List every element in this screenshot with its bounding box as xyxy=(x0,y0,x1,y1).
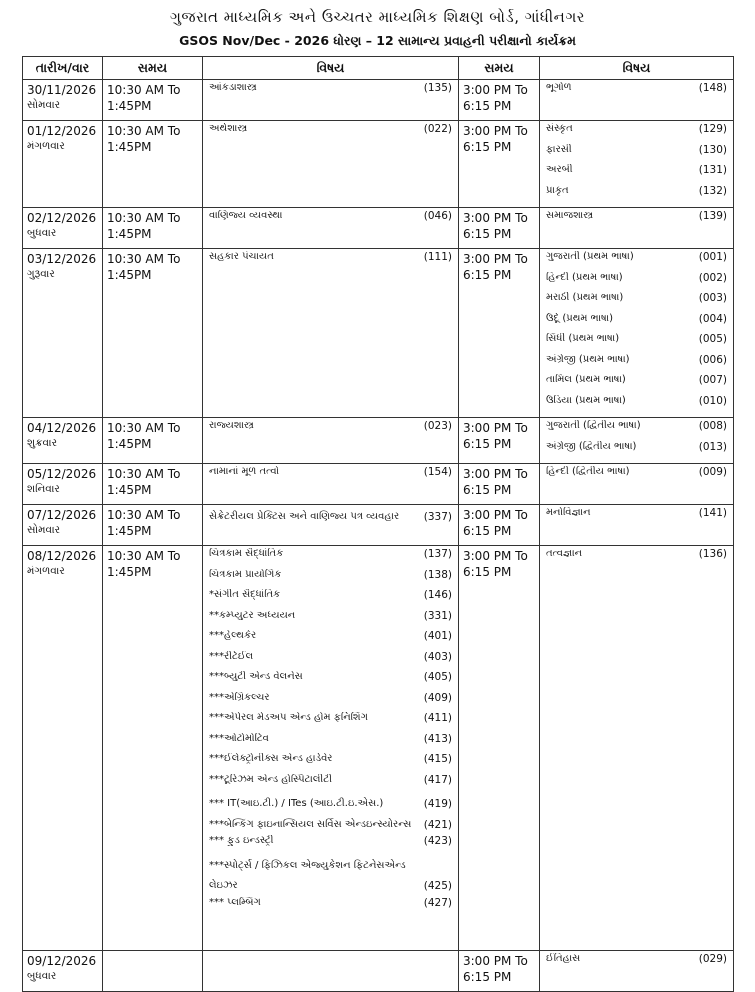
morning-subject-cell xyxy=(203,951,459,992)
subject-item xyxy=(546,354,727,375)
subject-name: તત્વજ્ઞાન xyxy=(546,548,583,559)
col-header-subject-afternoon: વિષય xyxy=(540,57,734,80)
subject-item xyxy=(546,313,727,334)
exam-weekday: શનિવાર xyxy=(27,483,60,495)
subject-name: ગુજરાતી (દ્વિતીય ભાષા) xyxy=(546,420,641,431)
morning-subject-cell xyxy=(203,505,459,546)
time-end: 6:15 PM xyxy=(463,99,512,113)
morning-subject-cell xyxy=(203,80,459,121)
subject-item xyxy=(546,272,727,293)
afternoon-subject-cell xyxy=(540,418,734,464)
time-end: 1:45PM xyxy=(107,99,152,113)
subject-name: ***બ્યુટી એન્ડ વેલનેસ xyxy=(209,671,303,682)
subject-name: વાણિજ્ય વ્યવસ્થા xyxy=(209,210,283,221)
subject-item xyxy=(546,185,727,206)
date-cell xyxy=(23,418,103,464)
table-row xyxy=(23,80,734,121)
subject-name: સેક્રેટરીયલ પ્રેક્ટિસ અને વાણિજ્ય પત્ર વ્યવહાર xyxy=(209,511,400,522)
date-cell xyxy=(23,505,103,546)
morning-time-cell xyxy=(103,208,203,249)
afternoon-time-cell xyxy=(459,505,540,546)
afternoon-time-cell xyxy=(459,80,540,121)
morning-time-cell xyxy=(103,418,203,464)
afternoon-subject-cell xyxy=(540,546,734,951)
subject-item xyxy=(209,466,452,487)
subject-code: (029) xyxy=(698,953,727,965)
subject-name: અંગ્રેજી (દ્વિતીય ભાષા) xyxy=(546,440,637,452)
subject-code: (023) xyxy=(423,420,452,432)
subject-item xyxy=(209,610,452,631)
subject-item xyxy=(209,794,452,815)
subject-list xyxy=(540,208,733,233)
subject-code: (046) xyxy=(423,210,452,222)
subject-name: ચિત્રકામ પ્રાયોગિક xyxy=(209,568,282,580)
subject-item xyxy=(546,164,727,185)
exam-date: 09/12/2026 xyxy=(27,954,97,968)
subject-name: ***ઈલેક્ટ્રોનીક્સ એન્ડ હાર્ડવેર xyxy=(209,753,333,764)
exam-date: 01/12/2026 xyxy=(27,124,97,138)
afternoon-time-cell xyxy=(459,208,540,249)
subject-item xyxy=(546,333,727,354)
subject-list xyxy=(540,249,733,417)
subject-item xyxy=(209,589,452,610)
subject-item xyxy=(546,548,727,569)
date-cell xyxy=(23,80,103,121)
subject-code: (129) xyxy=(698,123,727,135)
afternoon-time-cell xyxy=(459,249,540,418)
morning-time-cell xyxy=(103,464,203,505)
subject-name: હિન્દી (દ્વિતીય ભાષા) xyxy=(546,466,630,477)
subject-code: (423) xyxy=(423,835,452,847)
subject-item xyxy=(546,466,727,487)
table-row xyxy=(23,249,734,418)
subject-list xyxy=(540,121,733,207)
subject-code: (131) xyxy=(698,164,727,176)
time-end: 6:15 PM xyxy=(463,524,512,538)
exam-date: 03/12/2026 xyxy=(27,252,97,266)
date-cell xyxy=(23,546,103,951)
subject-code: (130) xyxy=(698,143,727,156)
subject-item xyxy=(209,712,452,733)
table-row xyxy=(23,951,734,992)
subject-list xyxy=(203,505,458,530)
subject-item xyxy=(546,441,727,462)
subject-code: (421) xyxy=(423,818,452,831)
subject-name: અરબી xyxy=(546,164,573,175)
afternoon-subject-cell xyxy=(540,80,734,121)
time-end: 6:15 PM xyxy=(463,227,512,241)
subject-code: (413) xyxy=(423,732,452,745)
subject-code: (003) xyxy=(698,292,727,304)
subject-list xyxy=(540,546,733,571)
subject-list xyxy=(540,505,733,530)
col-header-time-afternoon: સમય xyxy=(459,57,540,80)
subject-name: રાજ્યશાસ્ત્ર xyxy=(209,420,254,431)
col-header-date: તારીખ/વાર xyxy=(23,57,103,80)
afternoon-subject-cell xyxy=(540,464,734,505)
morning-time-cell xyxy=(103,249,203,418)
subject-code: (403) xyxy=(423,650,452,663)
morning-time-cell xyxy=(103,951,203,992)
time-start: 3:00 PM To xyxy=(463,211,528,225)
subject-list xyxy=(540,464,733,489)
subject-list xyxy=(203,951,458,955)
morning-time-cell xyxy=(103,80,203,121)
col-header-time-morning: સમય xyxy=(103,57,203,80)
exam-schedule-table xyxy=(22,56,734,992)
subject-item xyxy=(209,815,452,836)
subject-name: **કમ્પ્યુટર અધ્યયન xyxy=(209,609,296,621)
time-end: 6:15 PM xyxy=(463,565,512,579)
time-start: 10:30 AM To xyxy=(107,467,181,481)
subject-item xyxy=(209,507,452,528)
exam-weekday: ગુરૂવાર xyxy=(27,268,55,280)
subject-list xyxy=(203,546,458,919)
subject-name: પ્રાકૃત xyxy=(546,184,569,196)
subject-item xyxy=(209,82,452,103)
afternoon-time-cell xyxy=(459,464,540,505)
time-start: 3:00 PM To xyxy=(463,508,528,522)
subject-code: (411) xyxy=(423,712,452,724)
exam-weekday: બુધવાર xyxy=(27,227,57,239)
subject-code: (419) xyxy=(423,798,452,810)
time-start: 3:00 PM To xyxy=(463,467,528,481)
subject-code: (132) xyxy=(698,184,727,197)
date-cell xyxy=(23,951,103,992)
subject-name: *સંગીત સૈદ્ધાંતિક xyxy=(209,589,281,600)
subject-name: ઉડિયા (પ્રથમ ભાષા) xyxy=(546,394,626,406)
subject-name: ઉર્દૂ (પ્રથમ ભાષા) xyxy=(546,312,614,324)
subject-code: (154) xyxy=(423,466,452,478)
subject-code: (010) xyxy=(698,394,727,407)
subject-name: આંકડાશાસ્ત્ર xyxy=(209,82,257,93)
exam-date: 02/12/2026 xyxy=(27,211,97,225)
subject-name: તામિલ (પ્રથમ ભાષા) xyxy=(546,374,626,385)
subject-code: (148) xyxy=(698,82,727,94)
morning-subject-cell xyxy=(203,546,459,951)
subject-name: *** પ્લમ્બિંગ xyxy=(209,896,261,908)
exam-schedule-title: GSOS Nov/Dec - 2026 ધોરણ – 12 સામાન્ય પ્રવાહની પરીક્ષાનો કાર્યક્રમ xyxy=(179,33,576,48)
subject-list xyxy=(203,464,458,489)
subject-name: *** ફુડ ઇન્ડસ્ટ્રી xyxy=(209,835,274,846)
morning-subject-cell xyxy=(203,121,459,208)
subject-code: (337) xyxy=(423,511,452,523)
subject-item xyxy=(209,897,452,918)
time-end: 1:45PM xyxy=(107,524,152,538)
time-start: 10:30 AM To xyxy=(107,124,181,138)
time-start: 10:30 AM To xyxy=(107,549,181,563)
morning-subject-cell xyxy=(203,464,459,505)
subject-list xyxy=(203,249,458,274)
schedule-body xyxy=(23,80,734,992)
subject-name: સિંધી (પ્રથમ ભાષા) xyxy=(546,333,620,344)
subject-name: સહકાર પંચાયત xyxy=(209,251,274,262)
table-row xyxy=(23,464,734,505)
table-row xyxy=(23,546,734,951)
subject-name: ઈતિહાસ xyxy=(546,953,581,964)
table-row xyxy=(23,121,734,208)
subject-list xyxy=(203,208,458,233)
subject-item xyxy=(209,835,452,856)
subject-code: (001) xyxy=(698,251,727,263)
subject-item xyxy=(209,630,452,651)
subject-list xyxy=(540,80,733,105)
afternoon-time-cell xyxy=(459,121,540,208)
subject-code: (401) xyxy=(423,630,452,642)
time-start: 10:30 AM To xyxy=(107,252,181,266)
subject-code: (409) xyxy=(423,691,452,704)
subject-item xyxy=(209,123,452,144)
time-end: 6:15 PM xyxy=(463,268,512,282)
subject-name: અર્થશાસ્ત્ર xyxy=(209,123,248,134)
time-end: 1:45PM xyxy=(107,268,152,282)
exam-date: 07/12/2026 xyxy=(27,508,97,522)
subject-code: (425) xyxy=(423,880,452,892)
subject-name: હિન્દી (પ્રથમ ભાષા) xyxy=(546,271,623,283)
date-cell xyxy=(23,249,103,418)
time-start: 3:00 PM To xyxy=(463,954,528,968)
subject-list xyxy=(540,418,733,463)
subject-code: (007) xyxy=(698,374,727,386)
subject-item xyxy=(209,210,452,231)
date-cell xyxy=(23,208,103,249)
exam-weekday: સોમવાર xyxy=(27,99,61,111)
exam-date: 30/11/2026 xyxy=(27,83,97,97)
afternoon-subject-cell xyxy=(540,951,734,992)
subject-item xyxy=(209,420,452,441)
subject-code: (141) xyxy=(698,507,727,519)
subject-code: (008) xyxy=(698,420,727,432)
subject-list xyxy=(203,80,458,105)
subject-name: ગુજરાતી (પ્રથમ ભાષા) xyxy=(546,251,634,262)
exam-date: 08/12/2026 xyxy=(27,549,97,563)
subject-name: ભૂગોળ xyxy=(546,82,572,93)
subject-name: ***ટૂરિઝમ એન્ડ હોસ્પિટાલીટી xyxy=(209,773,332,785)
morning-subject-cell xyxy=(203,418,459,464)
subject-item xyxy=(546,507,727,528)
morning-time-cell xyxy=(103,546,203,951)
subject-name: ***હેલ્થકેર xyxy=(209,630,257,641)
subject-name: ***ઓટોમોટિવ xyxy=(209,732,269,744)
time-end: 1:45PM xyxy=(107,483,152,497)
subject-name: ચિત્રકામ સૈદ્ધાંતિક xyxy=(209,548,284,559)
subject-name: મરાઠી (પ્રથમ ભાષા) xyxy=(546,292,624,303)
subject-item xyxy=(209,251,452,272)
afternoon-subject-cell xyxy=(540,121,734,208)
time-end: 6:15 PM xyxy=(463,140,512,154)
time-end: 1:45PM xyxy=(107,437,152,451)
time-start: 3:00 PM To xyxy=(463,124,528,138)
subject-code: (136) xyxy=(698,548,727,560)
exam-date: 05/12/2026 xyxy=(27,467,97,481)
subject-item xyxy=(546,420,727,441)
date-cell xyxy=(23,464,103,505)
time-start: 10:30 AM To xyxy=(107,508,181,522)
afternoon-subject-cell xyxy=(540,249,734,418)
morning-subject-cell xyxy=(203,249,459,418)
time-end: 6:15 PM xyxy=(463,483,512,497)
subject-code: (135) xyxy=(423,82,452,94)
subject-name: ***એપેરલ મેડઅપ એન્ડ હોમ ફર્નિશિંગ xyxy=(209,712,368,723)
subject-code: (139) xyxy=(698,210,727,222)
subject-code: (002) xyxy=(698,271,727,284)
subject-code: (138) xyxy=(423,568,452,581)
subject-list xyxy=(203,418,458,443)
subject-item xyxy=(209,856,452,897)
subject-item xyxy=(546,251,727,272)
subject-code: (415) xyxy=(423,753,452,765)
table-row xyxy=(23,208,734,249)
subject-item xyxy=(546,210,727,231)
subject-code: (013) xyxy=(698,440,727,453)
subject-code: (004) xyxy=(698,312,727,325)
subject-item xyxy=(546,374,727,395)
subject-code: (006) xyxy=(698,353,727,366)
exam-weekday: સોમવાર xyxy=(27,524,61,536)
subject-code: (146) xyxy=(423,589,452,601)
date-cell xyxy=(23,121,103,208)
subject-item xyxy=(209,774,452,795)
subject-name: સંસ્કૃત xyxy=(546,123,573,134)
table-row xyxy=(23,505,734,546)
afternoon-time-cell xyxy=(459,546,540,951)
time-end: 1:45PM xyxy=(107,227,152,241)
subject-name: નામાનાં મૂળ તત્વો xyxy=(209,466,280,477)
subject-item xyxy=(209,753,452,774)
time-start: 3:00 PM To xyxy=(463,549,528,563)
time-end: 1:45PM xyxy=(107,140,152,154)
afternoon-time-cell xyxy=(459,418,540,464)
subject-item xyxy=(209,569,452,590)
board-title: ગુજરાત માધ્યમિક અને ઉચ્ચતર માધ્યમિક શિક્ષણ બોર્ડ, ગાંધીનગર xyxy=(169,8,586,26)
subject-list xyxy=(540,951,733,976)
subject-name: ***રીટેઈલ xyxy=(209,650,254,662)
subject-item xyxy=(546,292,727,313)
subject-code: (009) xyxy=(698,466,727,478)
subject-code: (111) xyxy=(423,251,452,263)
exam-date: 04/12/2026 xyxy=(27,421,97,435)
subject-code: (022) xyxy=(423,123,452,135)
subject-name: ***એગ્રિકલ્ચર xyxy=(209,691,270,703)
time-end: 6:15 PM xyxy=(463,970,512,984)
subject-item xyxy=(546,123,727,144)
subject-code: (005) xyxy=(698,333,727,345)
time-end: 6:15 PM xyxy=(463,437,512,451)
exam-weekday: બુધવાર xyxy=(27,970,57,982)
subject-item xyxy=(209,651,452,672)
col-header-subject-morning: વિષય xyxy=(203,57,459,80)
time-start: 3:00 PM To xyxy=(463,252,528,266)
time-start: 3:00 PM To xyxy=(463,421,528,435)
time-start: 10:30 AM To xyxy=(107,421,181,435)
exam-weekday: શુક્રવાર xyxy=(27,437,58,449)
morning-subject-cell xyxy=(203,208,459,249)
subject-item xyxy=(546,953,727,974)
time-end: 1:45PM xyxy=(107,565,152,579)
subject-code: (417) xyxy=(423,773,452,786)
afternoon-subject-cell xyxy=(540,505,734,546)
subject-name: ***સ્પોર્ટ્સ / ફિઝિકલ એજ્યુકેશન ફિટનેસએન્ડ લેઇઝર xyxy=(209,859,406,891)
subject-item xyxy=(546,82,727,103)
subject-name: ***બેન્કિંગ ફાઇનાન્સિયલ સર્વિસ એન્ડઇન્સ્યોરન્સ xyxy=(209,818,412,830)
subject-code: (331) xyxy=(423,609,452,622)
subject-code: (137) xyxy=(423,548,452,560)
subject-code: (405) xyxy=(423,671,452,683)
table-row xyxy=(23,418,734,464)
subject-name: ફારસી xyxy=(546,143,572,155)
subject-item xyxy=(209,733,452,754)
subject-list xyxy=(203,121,458,146)
time-start: 3:00 PM To xyxy=(463,83,528,97)
subject-item xyxy=(546,395,727,416)
morning-time-cell xyxy=(103,121,203,208)
subject-item xyxy=(209,692,452,713)
subject-item xyxy=(209,548,452,569)
subject-name: અંગ્રેજી (પ્રથમ ભાષા) xyxy=(546,353,630,365)
table-header-row xyxy=(23,57,734,80)
subject-name: સમાજશાસ્ત્ર xyxy=(546,210,594,221)
exam-weekday: મંગળવાર xyxy=(27,140,65,152)
subject-item xyxy=(546,144,727,165)
afternoon-subject-cell xyxy=(540,208,734,249)
time-start: 10:30 AM To xyxy=(107,83,181,97)
subject-name: *** IT(આઇ.ટી.) / ITes (આઇ.ટી.ઇ.એસ.) xyxy=(209,798,384,809)
subject-name: મનોવિજ્ઞાન xyxy=(546,507,591,518)
afternoon-time-cell xyxy=(459,951,540,992)
morning-time-cell xyxy=(103,505,203,546)
subject-item xyxy=(209,671,452,692)
exam-weekday: મંગળવાર xyxy=(27,565,65,577)
subject-code: (427) xyxy=(423,896,452,909)
time-start: 10:30 AM To xyxy=(107,211,181,225)
